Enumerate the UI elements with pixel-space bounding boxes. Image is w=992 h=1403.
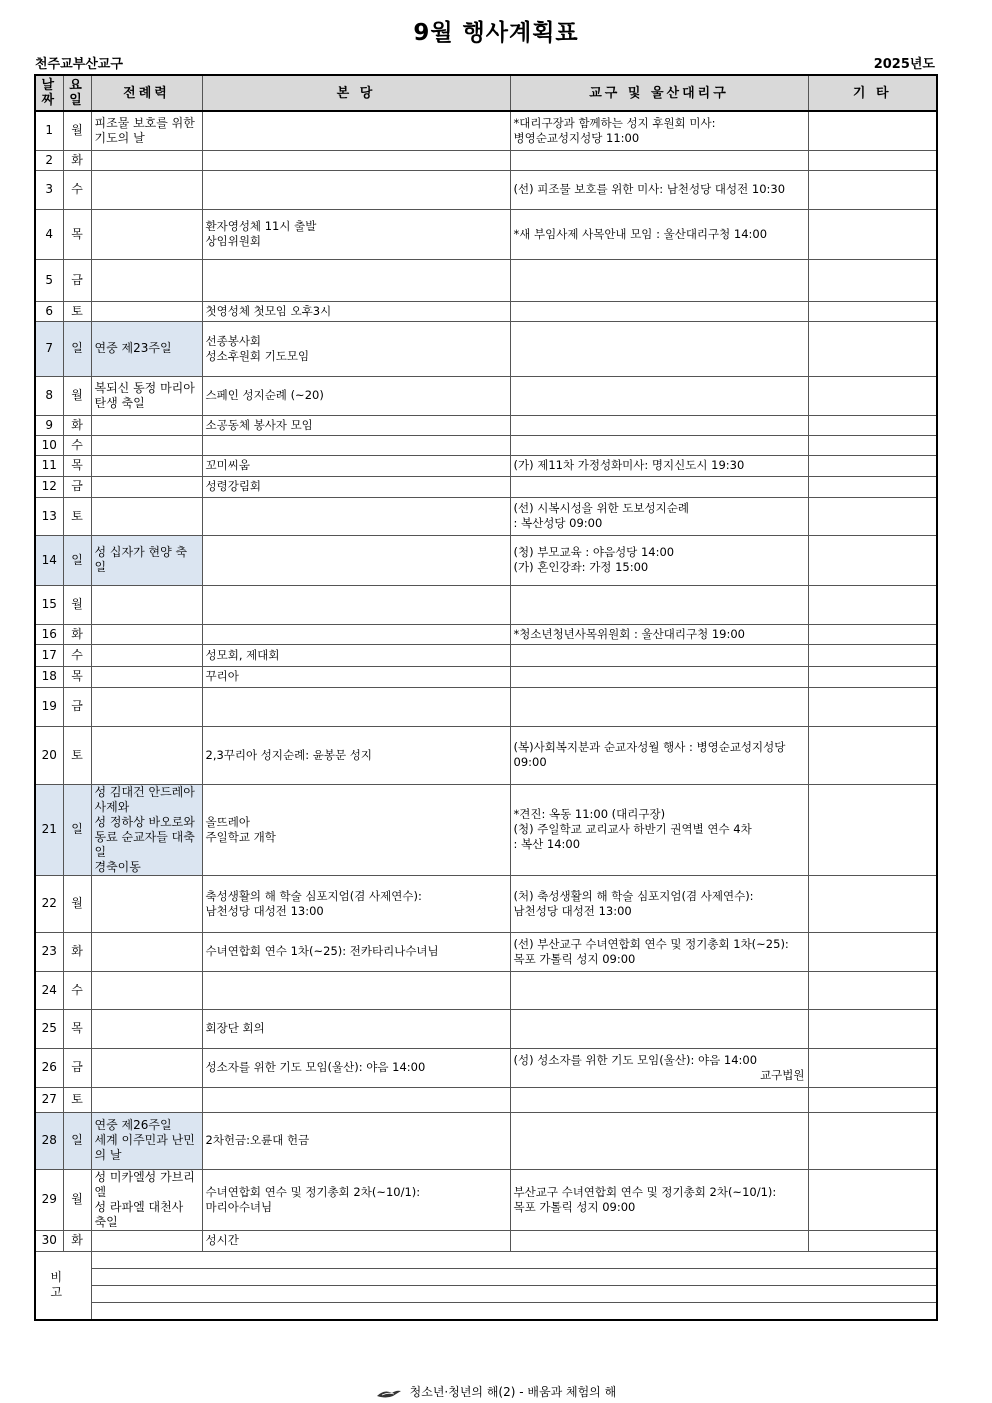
district-cell bbox=[510, 1230, 808, 1251]
district-cell bbox=[510, 726, 808, 784]
district-cell bbox=[510, 875, 808, 932]
bondang-cell: 성모회, 제대회 bbox=[202, 644, 510, 666]
remarks-label: 비 고 bbox=[35, 1251, 91, 1320]
day-cell: 11 bbox=[35, 455, 63, 476]
weekday-cell: 금 bbox=[63, 476, 91, 497]
bondang-cell bbox=[202, 111, 510, 150]
liturgy-cell: 성 십자가 현양 축일 bbox=[91, 535, 202, 585]
etc-cell bbox=[808, 415, 937, 435]
district-cell bbox=[510, 455, 808, 476]
footer bbox=[0, 1383, 992, 1400]
bondang-cell: 축성생활의 해 학술 심포지엄(겸 사제연수): 남천성당 대성전 13:00 bbox=[202, 875, 510, 932]
district-text: (가) 제11차 가정성화미사: 명지신도시 19:30 bbox=[513, 458, 745, 472]
table-row bbox=[35, 476, 937, 497]
day-cell: 8 bbox=[35, 376, 63, 415]
day-cell: 15 bbox=[35, 585, 63, 624]
district-text: (처) 축성생활의 해 학술 심포지엄(겸 사제연수): 남천성당 대성전 13:00 bbox=[513, 888, 754, 918]
liturgy-cell bbox=[91, 666, 202, 687]
day-cell: 23 bbox=[35, 932, 63, 971]
table-row bbox=[35, 170, 937, 209]
liturgy-cell: 성 미카엘성 가브리엘 성 라파엘 대천사 축일 bbox=[91, 1169, 202, 1230]
weekday-cell: 목 bbox=[63, 455, 91, 476]
table-row bbox=[35, 624, 937, 644]
etc-cell bbox=[808, 784, 937, 875]
etc-cell bbox=[808, 209, 937, 259]
weekday-cell: 일 bbox=[63, 321, 91, 376]
bondang-cell bbox=[202, 497, 510, 535]
bondang-cell: 꼬미씨움 bbox=[202, 455, 510, 476]
weekday-cell: 토 bbox=[63, 1087, 91, 1112]
weekday-cell: 수 bbox=[63, 644, 91, 666]
liturgy-cell bbox=[91, 435, 202, 455]
day-cell: 16 bbox=[35, 624, 63, 644]
weekday-cell: 화 bbox=[63, 624, 91, 644]
bondang-cell bbox=[202, 585, 510, 624]
district-cell bbox=[510, 687, 808, 726]
weekday-cell: 월 bbox=[63, 875, 91, 932]
table-row bbox=[35, 1009, 937, 1048]
bondang-cell bbox=[202, 435, 510, 455]
bondang-cell bbox=[202, 624, 510, 644]
remarks-section bbox=[35, 1251, 937, 1320]
table-row bbox=[35, 455, 937, 476]
day-cell: 28 bbox=[35, 1112, 63, 1169]
liturgy-cell bbox=[91, 1009, 202, 1048]
liturgy-cell bbox=[91, 497, 202, 535]
bondang-cell bbox=[202, 170, 510, 209]
etc-cell bbox=[808, 150, 937, 170]
bondang-cell: 첫영성체 첫모임 오후3시 bbox=[202, 301, 510, 321]
etc-cell bbox=[808, 259, 937, 301]
bondang-cell: 2,3꾸리아 성지순례: 윤봉문 성지 bbox=[202, 726, 510, 784]
bondang-cell: 스페인 성지순례 (~20) bbox=[202, 376, 510, 415]
table-row bbox=[35, 321, 937, 376]
bondang-cell: 선종봉사회 성소후원회 기도모임 bbox=[202, 321, 510, 376]
district-cell bbox=[510, 1169, 808, 1230]
header-liturgy: 전례력 bbox=[91, 75, 202, 111]
bondang-cell: 환자영성체 11시 출발 상임위원회 bbox=[202, 209, 510, 259]
district-cell bbox=[510, 321, 808, 376]
liturgy-cell: 연중 제26주일 세계 이주민과 난민의 날 bbox=[91, 1112, 202, 1169]
etc-cell bbox=[808, 435, 937, 455]
day-cell: 25 bbox=[35, 1009, 63, 1048]
etc-cell bbox=[808, 170, 937, 209]
liturgy-cell bbox=[91, 624, 202, 644]
district-cell bbox=[510, 1048, 808, 1087]
weekday-cell: 금 bbox=[63, 259, 91, 301]
header-district: 교구 및 울산대리구 bbox=[510, 75, 808, 111]
liturgy-cell bbox=[91, 971, 202, 1009]
etc-cell bbox=[808, 1009, 937, 1048]
remarks-line bbox=[91, 1251, 937, 1268]
day-cell: 13 bbox=[35, 497, 63, 535]
district-cell bbox=[510, 209, 808, 259]
day-cell: 12 bbox=[35, 476, 63, 497]
day-cell: 22 bbox=[35, 875, 63, 932]
liturgy-cell bbox=[91, 301, 202, 321]
table-row bbox=[35, 535, 937, 585]
table-row bbox=[35, 687, 937, 726]
district-cell bbox=[510, 1112, 808, 1169]
etc-cell bbox=[808, 932, 937, 971]
bondang-cell: 수녀연합회 연수 및 정기총회 2차(~10/1): 마리아수녀님 bbox=[202, 1169, 510, 1230]
weekday-cell: 목 bbox=[63, 1009, 91, 1048]
year-label: 2025년도 bbox=[873, 57, 935, 72]
district-cell bbox=[510, 476, 808, 497]
etc-cell bbox=[808, 644, 937, 666]
district-cell bbox=[510, 784, 808, 875]
day-cell: 14 bbox=[35, 535, 63, 585]
table-row bbox=[35, 1048, 937, 1087]
liturgy-cell bbox=[91, 585, 202, 624]
liturgy-cell bbox=[91, 1048, 202, 1087]
district-cell bbox=[510, 259, 808, 301]
weekday-cell: 금 bbox=[63, 1048, 91, 1087]
table-row bbox=[35, 497, 937, 535]
weekday-cell: 목 bbox=[63, 209, 91, 259]
day-cell: 24 bbox=[35, 971, 63, 1009]
district-text: *견진: 옥동 11:00 (대리구장) (청) 주일학교 교리교사 하반기 권역별 연수 4차 : 복산 14:00 bbox=[513, 807, 752, 851]
weekday-cell: 수 bbox=[63, 435, 91, 455]
district-cell bbox=[510, 415, 808, 435]
schedule-body bbox=[35, 111, 937, 1251]
liturgy-cell bbox=[91, 476, 202, 497]
district-text: *대리구장과 함께하는 성지 후원회 미사: 병영순교성지성당 11:00 bbox=[513, 115, 716, 145]
district-cell bbox=[510, 435, 808, 455]
district-text-extra: 교구법원 bbox=[760, 1067, 805, 1082]
weekday-cell: 금 bbox=[63, 687, 91, 726]
liturgy-cell bbox=[91, 150, 202, 170]
district-text: (선) 피조물 보호를 위한 미사: 남천성당 대성전 10:30 bbox=[513, 182, 786, 196]
district-cell bbox=[510, 971, 808, 1009]
bondang-cell: 성령강림회 bbox=[202, 476, 510, 497]
day-cell: 27 bbox=[35, 1087, 63, 1112]
district-cell bbox=[510, 150, 808, 170]
weekday-cell: 화 bbox=[63, 1230, 91, 1251]
table-row bbox=[35, 376, 937, 415]
weekday-cell: 수 bbox=[63, 170, 91, 209]
table-row bbox=[35, 150, 937, 170]
weekday-cell: 목 bbox=[63, 666, 91, 687]
remarks-line bbox=[91, 1268, 937, 1285]
weekday-cell: 월 bbox=[63, 585, 91, 624]
day-cell: 7 bbox=[35, 321, 63, 376]
weekday-cell: 화 bbox=[63, 150, 91, 170]
etc-cell bbox=[808, 1230, 937, 1251]
district-cell bbox=[510, 585, 808, 624]
liturgy-cell bbox=[91, 644, 202, 666]
etc-cell bbox=[808, 1087, 937, 1112]
liturgy-cell bbox=[91, 209, 202, 259]
bondang-cell: 회장단 회의 bbox=[202, 1009, 510, 1048]
day-cell: 20 bbox=[35, 726, 63, 784]
etc-cell bbox=[808, 1112, 937, 1169]
etc-cell bbox=[808, 455, 937, 476]
weekday-cell: 토 bbox=[63, 301, 91, 321]
day-cell: 1 bbox=[35, 111, 63, 150]
liturgy-cell bbox=[91, 170, 202, 209]
bondang-cell: 2차헌금:오륜대 헌금 bbox=[202, 1112, 510, 1169]
liturgy-cell: 성 김대건 안드레아 사제와 성 정하상 바오로와 동료 순교자들 대축일 경축이동 bbox=[91, 784, 202, 875]
district-cell bbox=[510, 1087, 808, 1112]
liturgy-cell bbox=[91, 259, 202, 301]
weekday-cell: 토 bbox=[63, 497, 91, 535]
table-row bbox=[35, 259, 937, 301]
etc-cell bbox=[808, 301, 937, 321]
district-cell bbox=[510, 170, 808, 209]
table-row bbox=[35, 435, 937, 455]
table-row bbox=[35, 666, 937, 687]
liturgy-cell bbox=[91, 875, 202, 932]
day-cell: 6 bbox=[35, 301, 63, 321]
page-title: 9월 행사계획표 bbox=[413, 20, 579, 46]
liturgy-cell bbox=[91, 932, 202, 971]
header-etc: 기 타 bbox=[808, 75, 937, 111]
weekday-cell: 월 bbox=[63, 1169, 91, 1230]
district-cell bbox=[510, 1009, 808, 1048]
bondang-cell: 수녀연합회 연수 1차(~25): 전카타리나수녀님 bbox=[202, 932, 510, 971]
weekday-cell: 월 bbox=[63, 376, 91, 415]
day-cell: 9 bbox=[35, 415, 63, 435]
district-text: (선) 부산교구 수녀연합회 연수 및 정기총회 1차(~25): 목포 가톨릭 성지 09:00 bbox=[513, 936, 789, 966]
dove-logo-icon bbox=[376, 1387, 402, 1399]
bondang-cell: 올뜨레아 주일학교 개학 bbox=[202, 784, 510, 875]
bondang-cell: 꾸리아 bbox=[202, 666, 510, 687]
district-text: 부산교구 수녀연합회 연수 및 정기총회 2차(~10/1): 목포 가톨릭 성지 09:00 bbox=[513, 1184, 777, 1214]
liturgy-cell bbox=[91, 726, 202, 784]
table-row bbox=[35, 415, 937, 435]
table-row bbox=[35, 971, 937, 1009]
table-row bbox=[35, 1087, 937, 1112]
district-text: (성) 성소자를 위한 기도 모임(울산): 야음 14:00 bbox=[513, 1052, 758, 1067]
weekday-cell: 일 bbox=[63, 1112, 91, 1169]
liturgy-cell: 복되신 동정 마리아 탄생 축일 bbox=[91, 376, 202, 415]
day-cell: 10 bbox=[35, 435, 63, 455]
etc-cell bbox=[808, 624, 937, 644]
bondang-cell bbox=[202, 259, 510, 301]
table-row bbox=[35, 1112, 937, 1169]
liturgy-cell: 피조물 보호를 위한 기도의 날 bbox=[91, 111, 202, 150]
etc-cell bbox=[808, 321, 937, 376]
day-cell: 3 bbox=[35, 170, 63, 209]
district-text: (청) 부모교육 : 야음성당 14:00 (가) 혼인강좌: 가정 15:00 bbox=[513, 545, 675, 574]
header-row bbox=[35, 75, 937, 111]
weekday-cell: 일 bbox=[63, 784, 91, 875]
table-row bbox=[35, 644, 937, 666]
bondang-cell bbox=[202, 971, 510, 1009]
etc-cell bbox=[808, 971, 937, 1009]
district-cell bbox=[510, 666, 808, 687]
etc-cell bbox=[808, 1169, 937, 1230]
district-text: *청소년청년사목위원회 : 울산대리구청 19:00 bbox=[513, 626, 745, 641]
bondang-cell bbox=[202, 1087, 510, 1112]
etc-cell bbox=[808, 666, 937, 687]
liturgy-cell: 연중 제23주일 bbox=[91, 321, 202, 376]
weekday-cell: 화 bbox=[63, 932, 91, 971]
etc-cell bbox=[808, 111, 937, 150]
table-row bbox=[35, 301, 937, 321]
header-dow: 요일 bbox=[63, 75, 91, 111]
header-day: 날짜 bbox=[35, 75, 63, 111]
liturgy-cell bbox=[91, 687, 202, 726]
district-cell bbox=[510, 497, 808, 535]
liturgy-cell bbox=[91, 1087, 202, 1112]
etc-cell bbox=[808, 875, 937, 932]
day-cell: 26 bbox=[35, 1048, 63, 1087]
etc-cell bbox=[808, 535, 937, 585]
day-cell: 21 bbox=[35, 784, 63, 875]
bondang-cell bbox=[202, 535, 510, 585]
etc-cell bbox=[808, 476, 937, 497]
bondang-cell bbox=[202, 150, 510, 170]
table-row bbox=[35, 1230, 937, 1251]
day-cell: 4 bbox=[35, 209, 63, 259]
etc-cell bbox=[808, 687, 937, 726]
day-cell: 29 bbox=[35, 1169, 63, 1230]
district-cell bbox=[510, 111, 808, 150]
bondang-cell: 성시간 bbox=[202, 1230, 510, 1251]
district-cell bbox=[510, 932, 808, 971]
weekday-cell: 토 bbox=[63, 726, 91, 784]
liturgy-cell bbox=[91, 455, 202, 476]
remarks-line bbox=[91, 1285, 937, 1302]
day-cell: 18 bbox=[35, 666, 63, 687]
district-cell bbox=[510, 535, 808, 585]
organization-name: 천주교부산교구 bbox=[35, 57, 123, 72]
remarks-line bbox=[91, 1302, 937, 1320]
footer-text: 청소년·청년의 해(2) - 배움과 체험의 해 bbox=[409, 1385, 617, 1399]
district-cell bbox=[510, 301, 808, 321]
table-row bbox=[35, 585, 937, 624]
table-row bbox=[35, 1169, 937, 1230]
table-row bbox=[35, 209, 937, 259]
weekday-cell: 화 bbox=[63, 415, 91, 435]
table-row bbox=[35, 726, 937, 784]
table-row bbox=[35, 111, 937, 150]
day-cell: 5 bbox=[35, 259, 63, 301]
bondang-cell: 소공동체 봉사자 모임 bbox=[202, 415, 510, 435]
weekday-cell: 일 bbox=[63, 535, 91, 585]
district-cell bbox=[510, 624, 808, 644]
bondang-cell bbox=[202, 687, 510, 726]
district-cell bbox=[510, 644, 808, 666]
district-text: (복)사회복지분과 순교자성월 행사 : 병영순교성지성당 09:00 bbox=[513, 740, 786, 769]
district-text: (선) 시복시성을 위한 도보성지순례 : 복산성당 09:00 bbox=[513, 501, 689, 530]
day-cell: 30 bbox=[35, 1230, 63, 1251]
schedule-table bbox=[34, 74, 938, 1321]
day-cell: 2 bbox=[35, 150, 63, 170]
header-bondang: 본 당 bbox=[202, 75, 510, 111]
district-text: *새 부임사제 사목안내 모임 : 울산대리구청 14:00 bbox=[513, 226, 768, 241]
weekday-cell: 월 bbox=[63, 111, 91, 150]
etc-cell bbox=[808, 726, 937, 784]
weekday-cell: 수 bbox=[63, 971, 91, 1009]
day-cell: 19 bbox=[35, 687, 63, 726]
table-row bbox=[35, 932, 937, 971]
district-cell bbox=[510, 376, 808, 415]
liturgy-cell bbox=[91, 1230, 202, 1251]
etc-cell bbox=[808, 497, 937, 535]
bondang-cell: 성소자를 위한 기도 모임(울산): 야음 14:00 bbox=[202, 1048, 510, 1087]
etc-cell bbox=[808, 585, 937, 624]
etc-cell bbox=[808, 1048, 937, 1087]
liturgy-cell bbox=[91, 415, 202, 435]
table-row bbox=[35, 784, 937, 875]
day-cell: 17 bbox=[35, 644, 63, 666]
etc-cell bbox=[808, 376, 937, 415]
table-row bbox=[35, 875, 937, 932]
